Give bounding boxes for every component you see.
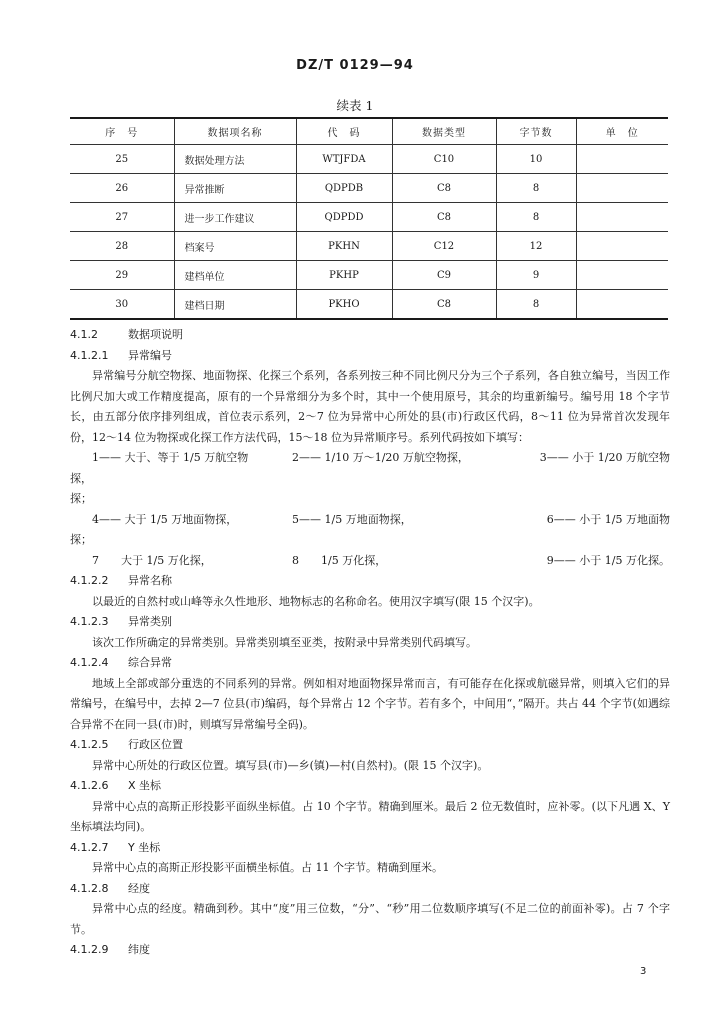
cell-unit [576, 203, 668, 232]
cell-seq: 27 [70, 203, 174, 232]
table-row [70, 261, 668, 290]
cell-item-name: 进一步工作建议 [174, 203, 296, 232]
cell-unit [576, 145, 668, 174]
section-heading [70, 653, 670, 674]
series-code: 3—— 小于 1/20 万航空物 [539, 451, 670, 464]
series-code-continuation: 探； [70, 533, 92, 546]
column-header-seq: 序 号 [70, 118, 174, 145]
cell-bytes: 8 [496, 174, 576, 203]
series-code: 8 1/5 万化探， [292, 553, 387, 567]
table-row [70, 290, 668, 320]
series-code-line [70, 551, 670, 572]
document-body [70, 325, 670, 961]
cell-data-type: C9 [392, 261, 496, 290]
cell-data-type: C8 [392, 290, 496, 320]
paragraph: 异常编号分航空物探、地面物探、化探三个系列，各系列按三种不同比例尺分为三个子系列，各自独立编号，当因工作比例尺加大或工作精度提高，原有的一个异常细分为多个时，其中一个使用原号，其余的均重新编号。编号用 18 个字节长，由五部分依序排列组成，首位表示系列，2～7 位为异常中心所处的县(市)行政区代码，8～11 位为异常首次发现年份，12～14 位为物探或化探工作方法代码，15～18 位为异常顺序号。系列代码按如下填写： [70, 369, 670, 444]
cell-data-type: C10 [392, 145, 496, 174]
series-code: 6—— 小于 1/5 万地面物 [546, 512, 670, 526]
section-heading [70, 735, 670, 756]
cell-seq: 26 [70, 174, 174, 203]
standard-number-header: DZ/T 0129—94 [296, 58, 414, 73]
cell-unit [576, 261, 668, 290]
cell-code: PKHP [296, 261, 392, 290]
cell-data-type: C12 [392, 232, 496, 261]
cell-code: QDPDD [296, 203, 392, 232]
section-title: 异常编号 [128, 348, 172, 362]
cell-bytes: 8 [496, 290, 576, 320]
table-row [70, 232, 668, 261]
section-number: 4.1.2.8 [70, 881, 109, 895]
section-heading [70, 346, 670, 367]
section-number: 4.1.2.9 [70, 943, 109, 956]
cell-bytes: 10 [496, 145, 576, 174]
table-header-row [70, 118, 668, 145]
cell-data-type: C8 [392, 174, 496, 203]
section-heading [70, 612, 670, 633]
cell-code: QDPDB [296, 174, 392, 203]
series-code: 2—— 1/10 万～1/20 万航空物探， [292, 451, 469, 464]
section-number: 4.1.2.1 [70, 348, 109, 362]
section-title: X 坐标 [128, 779, 162, 792]
series-code: 4—— 大于 1/5 万地面物探， [92, 512, 238, 526]
section-number: 4.1.2.3 [70, 615, 109, 628]
cell-item-name: 建档单位 [174, 261, 296, 290]
cell-bytes: 9 [496, 261, 576, 290]
table-caption: 续表 1 [336, 98, 374, 113]
section-title: 数据项说明 [128, 328, 183, 341]
section-heading [70, 571, 670, 592]
cell-data-type: C8 [392, 203, 496, 232]
cell-bytes: 8 [496, 203, 576, 232]
column-header-data-type: 数据类型 [392, 118, 496, 145]
section-number: 4.1.2.2 [70, 574, 109, 587]
series-code: 9—— 小于 1/5 万化探。 [546, 553, 670, 567]
section-heading [70, 879, 670, 900]
cell-seq: 25 [70, 145, 174, 174]
cell-code: PKHN [296, 232, 392, 261]
section-title: 纬度 [128, 943, 150, 956]
column-header-bytes: 字节数 [496, 118, 576, 145]
paragraph: 异常中心点的经度。精确到秒。其中“度”用三位数，“分”、“秒”用二位数顺序填写(不足二位的前面补零)。占 7 个字节。 [70, 902, 670, 936]
series-code-line [70, 510, 670, 531]
cell-item-name: 建档日期 [174, 290, 296, 320]
series-code-line [70, 448, 670, 489]
section-title: 综合异常 [128, 656, 172, 669]
section-heading [70, 940, 670, 961]
data-item-table [70, 117, 668, 320]
section-number: 4.1.2.5 [70, 738, 109, 751]
paragraph: 该次工作所确定的异常类别。异常类别填至亚类，按附录中异常类别代码填写。 [92, 635, 477, 649]
cell-unit [576, 232, 668, 261]
cell-item-name: 异常推断 [174, 174, 296, 203]
cell-code: PKHO [296, 290, 392, 320]
cell-item-name: 数据处理方法 [174, 145, 296, 174]
paragraph: 以最近的自然村或山峰等永久性地形、地物标志的名称命名。使用汉字填写(限 15 个汉字)。 [92, 594, 540, 608]
paragraph: 异常中心所处的行政区位置。填写县(市)—乡(镇)—村(自然村)。(限 15 个汉字)。 [92, 758, 489, 772]
section-heading [70, 838, 670, 859]
series-code: 7 大于 1/5 万化探， [92, 553, 212, 567]
section-number: 4.1.2.6 [70, 779, 109, 792]
table-row [70, 174, 668, 203]
section-title: 异常名称 [128, 574, 172, 587]
series-code: 1—— 大于、等于 1/5 万航空物探， [70, 451, 249, 485]
section-title: Y 坐标 [128, 840, 161, 854]
cell-unit [576, 290, 668, 320]
section-number: 4.1.2 [70, 328, 98, 341]
series-code: 5—— 1/5 万地面物探， [292, 512, 412, 526]
page-number: 3 [640, 966, 647, 977]
cell-seq: 29 [70, 261, 174, 290]
section-number: 4.1.2.4 [70, 656, 109, 669]
section-title: 异常类别 [128, 615, 172, 628]
paragraph: 异常中心点的高斯正形投影平面纵坐标值。占 10 个字节。精确到厘米。最后 2 位无数值时，应补零。(以下凡遇 X、Y 坐标填法均同)。 [70, 799, 670, 833]
section-number: 4.1.2.7 [70, 840, 109, 854]
cell-unit [576, 174, 668, 203]
cell-bytes: 12 [496, 232, 576, 261]
cell-seq: 30 [70, 290, 174, 320]
section-title: 经度 [128, 881, 150, 895]
section-heading [70, 776, 670, 797]
paragraph: 异常中心点的高斯正形投影平面横坐标值。占 11 个字节。精确到厘米。 [92, 861, 443, 874]
column-header-item-name: 数据项名称 [174, 118, 296, 145]
cell-code: WTJFDA [296, 145, 392, 174]
section-title: 行政区位置 [128, 738, 183, 751]
section-heading [70, 325, 670, 346]
series-code-continuation: 探； [70, 492, 92, 505]
table-row [70, 145, 668, 174]
column-header-code: 代 码 [296, 118, 392, 145]
table-row [70, 203, 668, 232]
paragraph: 地域上全部或部分重迭的不同系列的异常。例如相对地面物探异常而言，有可能存在化探或航磁异常，则填入它们的异常编号，在编号中，去掉 2—7 位县(市)编码，每个异常占 12 个字节。若有多个，中间用“，”隔开。共占 44 个字节(如遇综合异常不在同一县(市)时，则填写异常编号全码)。 [70, 676, 670, 731]
cell-item-name: 档案号 [174, 232, 296, 261]
cell-seq: 28 [70, 232, 174, 261]
column-header-unit: 单 位 [576, 118, 668, 145]
